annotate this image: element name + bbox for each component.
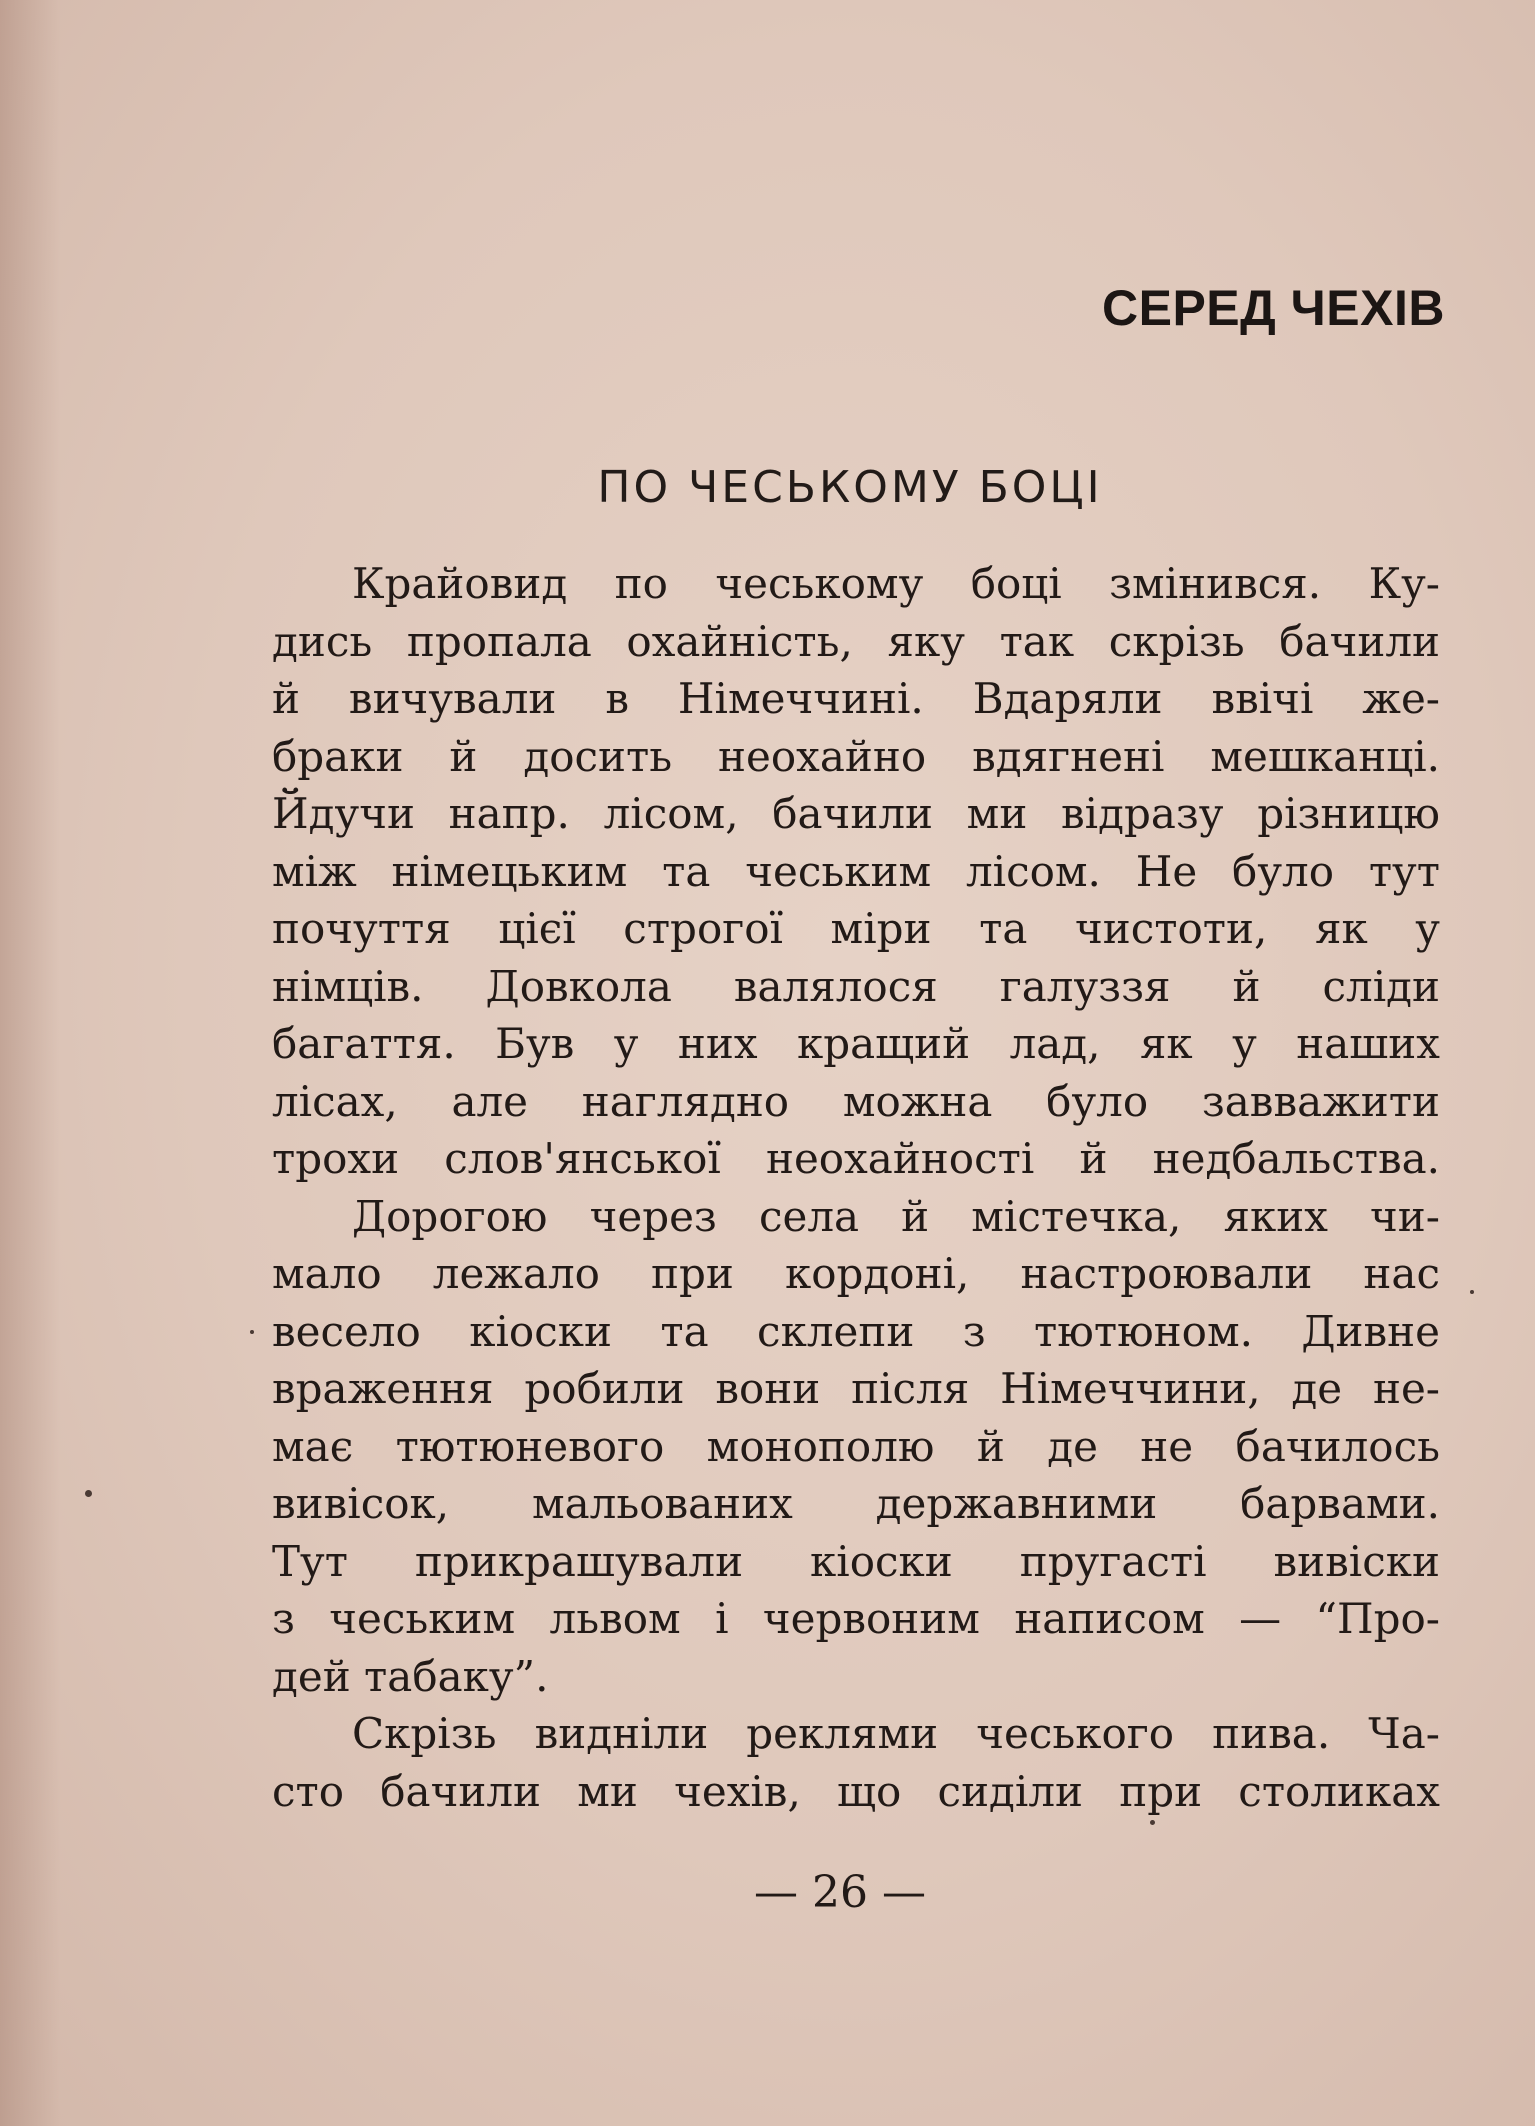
running-header: СЕРЕД ЧЕХІВ <box>1102 280 1445 336</box>
text-line: трохи слов'янської неохайності й недбальства. <box>272 1134 1440 1183</box>
text-line: з чеським львом і червоним написом — “Про- <box>272 1594 1440 1643</box>
text-line: дись пропала охайність, яку так скрізь бачили <box>272 616 1440 666</box>
text-line: лісах, але наглядно можна було завважити <box>272 1076 1440 1126</box>
text-line: німців. Довкола валялося галуззя й сліди <box>272 961 1440 1011</box>
text-line: Скрізь видніли реклями чеського пива. Ча- <box>352 1709 1440 1758</box>
paper-speck <box>250 1330 254 1334</box>
paper-speck <box>1470 1290 1474 1294</box>
text-line: дей табаку”. <box>272 1651 549 1701</box>
text-line: вивісок, мальованих державними барвами. <box>272 1479 1440 1528</box>
text-line: й вичували в Німеччині. Вдаряли ввічі же- <box>272 674 1440 723</box>
text-line: багаття. Був у них кращий лад, як у наших <box>272 1019 1440 1068</box>
text-line: почуття цієї строгої міри та чистоти, як у <box>272 904 1440 953</box>
body-text <box>272 555 1440 1820</box>
text-line: Крайовид по чеському боці змінився. Ку- <box>352 559 1440 608</box>
text-line: враження робили вони після Німеччини, де не- <box>272 1364 1440 1413</box>
text-line: весело кіоски та склепи з тютюном. Дивне <box>272 1306 1440 1356</box>
text-line: між німецьким та чеським лісом. Не було тут <box>272 846 1440 896</box>
text-line: Тут прикрашували кіоски пругасті вивіски <box>272 1536 1440 1586</box>
text-line: мало лежало при кордоні, настроювали нас <box>272 1249 1440 1298</box>
text-line: має тютюневого монополю й де не бачилось <box>272 1421 1440 1471</box>
paper-speck <box>85 1490 92 1497</box>
text-line: Йдучи напр. лісом, бачили ми відразу різницю <box>272 789 1440 838</box>
paper-speck <box>1150 1820 1155 1825</box>
text-line: Дорогою через села й містечка, яких чи- <box>352 1191 1440 1241</box>
page-number: — 26 — <box>754 1867 926 1918</box>
text-line: сто бачили ми чехів, що сиділи при столиках <box>272 1766 1440 1816</box>
chapter-title: ПО ЧЕСЬКОМУ БОЦІ <box>597 462 1103 513</box>
text-line: браки й досить неохайно вдягнені мешканці. <box>272 731 1440 781</box>
